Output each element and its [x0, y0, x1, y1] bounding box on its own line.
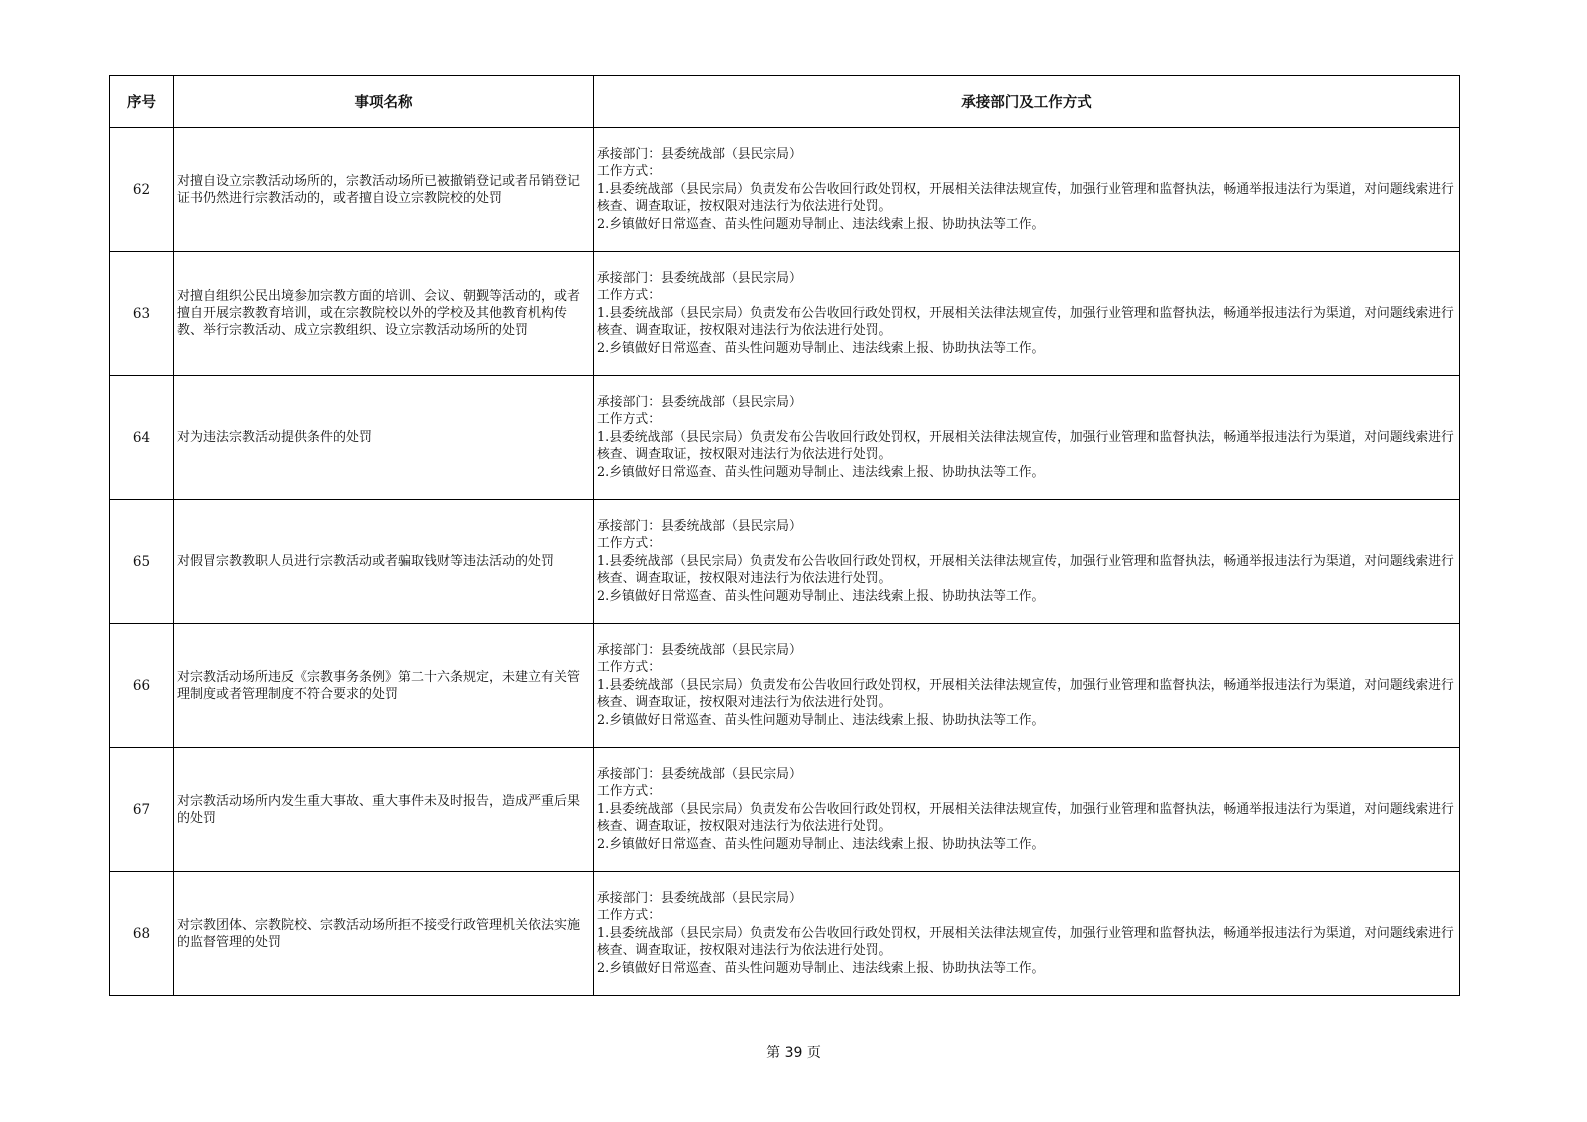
row-method-1: 1.县委统战部（县民宗局）负责发布公告收回行政处罚权，开展相关法律法规宣传，加强行业管理和监督执法，畅通举报违法行为渠道，对问题线索进行核查、调查取证，按权限对违法行为依法进行处罚。 [597, 677, 1454, 711]
row-method-label: 工作方式： [597, 412, 661, 428]
row-dept-cell [594, 624, 1460, 748]
row-seq: 67 [110, 748, 174, 872]
row-dept-cell [594, 872, 1460, 996]
row-seq: 62 [110, 128, 174, 252]
row-method-2: 2.乡镇做好日常巡查、苗头性问题劝导制止、违法线索上报、协助执法等工作。 [597, 216, 1045, 232]
row-dept-line: 承接部门：县委统战部（县民宗局） [597, 146, 802, 162]
row-method-label: 工作方式： [597, 536, 661, 552]
row-method-2: 2.乡镇做好日常巡查、苗头性问题劝导制止、违法线索上报、协助执法等工作。 [597, 960, 1045, 976]
row-method-2: 2.乡镇做好日常巡查、苗头性问题劝导制止、违法线索上报、协助执法等工作。 [597, 588, 1045, 604]
row-method-label: 工作方式： [597, 908, 661, 924]
row-item-name: 对宗教团体、宗教院校、宗教活动场所拒不接受行政管理机关依法实施的监督管理的处罚 [174, 872, 594, 996]
row-method-2: 2.乡镇做好日常巡查、苗头性问题劝导制止、违法线索上报、协助执法等工作。 [597, 464, 1045, 480]
row-dept-line: 承接部门：县委统战部（县民宗局） [597, 766, 802, 782]
row-item-name: 对宗教活动场所违反《宗教事务条例》第二十六条规定，未建立有关管理制度或者管理制度不符合要求的处罚 [174, 624, 594, 748]
table-row [110, 376, 1460, 500]
row-dept-line: 承接部门：县委统战部（县民宗局） [597, 270, 802, 286]
row-method-2: 2.乡镇做好日常巡查、苗头性问题劝导制止、违法线索上报、协助执法等工作。 [597, 836, 1045, 852]
row-item-name: 对宗教活动场所内发生重大事故、重大事件未及时报告，造成严重后果的处罚 [174, 748, 594, 872]
row-dept-cell [594, 748, 1460, 872]
row-dept-line: 承接部门：县委统战部（县民宗局） [597, 518, 802, 534]
row-dept-cell [594, 376, 1460, 500]
row-seq: 66 [110, 624, 174, 748]
row-method-1: 1.县委统战部（县民宗局）负责发布公告收回行政处罚权，开展相关法律法规宣传，加强行业管理和监督执法，畅通举报违法行为渠道，对问题线索进行核查、调查取证，按权限对违法行为依法进行处罚。 [597, 181, 1454, 215]
page-number: 第 39 页 [766, 1045, 821, 1061]
row-method-1: 1.县委统战部（县民宗局）负责发布公告收回行政处罚权，开展相关法律法规宣传，加强行业管理和监督执法，畅通举报违法行为渠道，对问题线索进行核查、调查取证，按权限对违法行为依法进行处罚。 [597, 429, 1454, 463]
table-header-row [110, 76, 1460, 128]
row-method-label: 工作方式： [597, 784, 661, 800]
row-seq: 68 [110, 872, 174, 996]
row-dept-cell [594, 252, 1460, 376]
row-item-name: 对假冒宗教教职人员进行宗教活动或者骗取钱财等违法活动的处罚 [174, 500, 594, 624]
items-table [109, 75, 1460, 996]
column-header-name: 事项名称 [174, 76, 594, 128]
row-dept-line: 承接部门：县委统战部（县民宗局） [597, 890, 802, 906]
table-row [110, 252, 1460, 376]
table-row [110, 624, 1460, 748]
row-item-name: 对擅自设立宗教活动场所的，宗教活动场所已被撤销登记或者吊销登记证书仍然进行宗教活动的，或者擅自设立宗教院校的处罚 [174, 128, 594, 252]
row-method-1: 1.县委统战部（县民宗局）负责发布公告收回行政处罚权，开展相关法律法规宣传，加强行业管理和监督执法，畅通举报违法行为渠道，对问题线索进行核查、调查取证，按权限对违法行为依法进行处罚。 [597, 305, 1454, 339]
row-seq: 64 [110, 376, 174, 500]
row-method-1: 1.县委统战部（县民宗局）负责发布公告收回行政处罚权，开展相关法律法规宣传，加强行业管理和监督执法，畅通举报违法行为渠道，对问题线索进行核查、调查取证，按权限对违法行为依法进行处罚。 [597, 801, 1454, 835]
row-dept-cell [594, 128, 1460, 252]
row-item-name: 对为违法宗教活动提供条件的处罚 [174, 376, 594, 500]
row-method-label: 工作方式： [597, 660, 661, 676]
table-row [110, 128, 1460, 252]
table-row [110, 748, 1460, 872]
row-method-label: 工作方式： [597, 288, 661, 304]
row-method-1: 1.县委统战部（县民宗局）负责发布公告收回行政处罚权，开展相关法律法规宣传，加强行业管理和监督执法，畅通举报违法行为渠道，对问题线索进行核查、调查取证，按权限对违法行为依法进行处罚。 [597, 553, 1454, 587]
row-seq: 63 [110, 252, 174, 376]
row-method-label: 工作方式： [597, 164, 661, 180]
column-header-dept: 承接部门及工作方式 [594, 76, 1460, 128]
table-row [110, 872, 1460, 996]
row-method-2: 2.乡镇做好日常巡查、苗头性问题劝导制止、违法线索上报、协助执法等工作。 [597, 340, 1045, 356]
row-dept-line: 承接部门：县委统战部（县民宗局） [597, 642, 802, 658]
row-dept-cell [594, 500, 1460, 624]
row-seq: 65 [110, 500, 174, 624]
column-header-seq: 序号 [110, 76, 174, 128]
table-row [110, 500, 1460, 624]
row-method-1: 1.县委统战部（县民宗局）负责发布公告收回行政处罚权，开展相关法律法规宣传，加强行业管理和监督执法，畅通举报违法行为渠道，对问题线索进行核查、调查取证，按权限对违法行为依法进行处罚。 [597, 925, 1454, 959]
row-dept-line: 承接部门：县委统战部（县民宗局） [597, 394, 802, 410]
row-method-2: 2.乡镇做好日常巡查、苗头性问题劝导制止、违法线索上报、协助执法等工作。 [597, 712, 1045, 728]
row-item-name: 对擅自组织公民出境参加宗教方面的培训、会议、朝觐等活动的，或者擅自开展宗教教育培训，或在宗教院校以外的学校及其他教育机构传教、举行宗教活动、成立宗教组织、设立宗教活动场所的处罚 [174, 252, 594, 376]
